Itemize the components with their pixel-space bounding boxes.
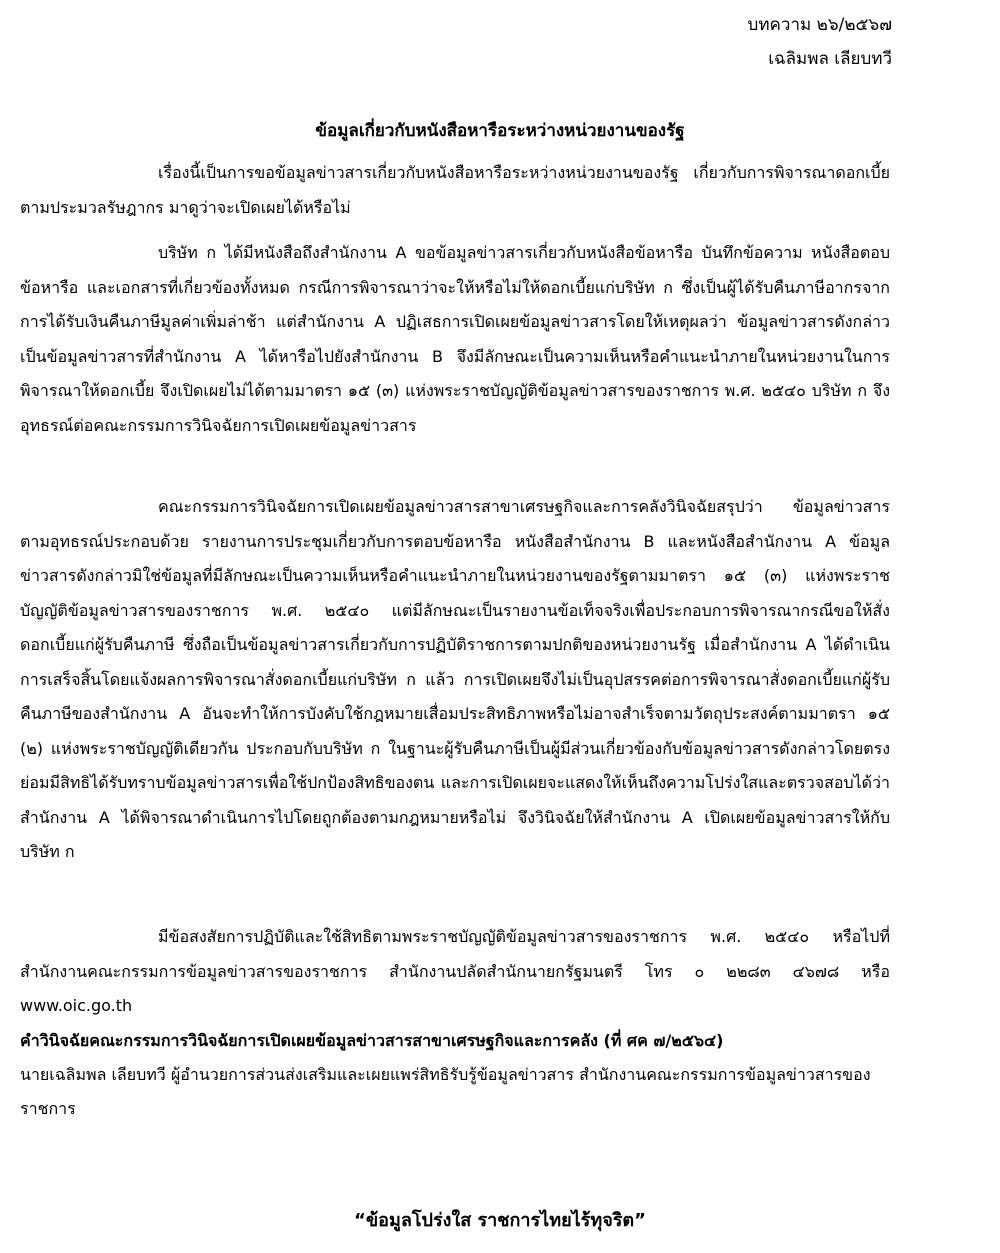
paragraph-contact-text: มีข้อสงสัยการปฏิบัติและใช้สิทธิตามพระราชบัญญัติข้อมูลข่าวสารของราชการ พ.ศ. ๒๕๔๐ หรือไปที่สำนักงานคณะกรรมการข้อมูลข่าวสารของราชการ สำนักงานปลัดสำนักนายกรัฐมนตรี โทร ๐ ๒๒๘๓ ๔๖๗๘ หรือ www.oic.go.th	[20, 927, 890, 1015]
author-credit: นายเฉลิมพล เลียบทวี ผู้อำนวยการส่วนส่งเสริมและเผยแพร่สิทธิรับรู้ข้อมูลข่าวสาร สำนักงานคณะกรรมการข้อมูลข่าวสารของราชการ	[20, 1065, 871, 1118]
document-title: ข้อมูลเกี่ยวกับหนังสือหารือระหว่างหน่วยงานของรัฐ	[315, 121, 685, 141]
paragraph-intro	[20, 156, 890, 225]
decision-reference: คำวินิจฉัยคณะกรรมการวินิจฉัยการเปิดเผยข้อมูลข่าวสารสาขาเศรษฐกิจและการคลัง (ที่ ศค ๗/๒๕๖๔)	[20, 1031, 724, 1050]
document-header	[748, 8, 892, 76]
paragraph-decision-text: คณะกรรมการวินิจฉัยการเปิดเผยข้อมูลข่าวสารสาขาเศรษฐกิจและการคลังวินิจฉัยสรุปว่า ข้อมูลข่าวสารตามอุทธรณ์ประกอบด้วย รายงานการประชุมเกี่ยวกับการตอบข้อหารือ หนังสือสำนักงาน B และหนังสือสำนักงาน A ข้อมูลข่าวสารดังกล่าวมิใช่ข้อมูลที่มีลักษณะเป็นความเห็นหรือคำแนะนำภายในหน่วยงานของรัฐตามมาตรา ๑๕ (๓) แห่งพระราชบัญญัติข้อมูลข่าวสารของราชการ พ.ศ. ๒๕๔๐ แต่มีลักษณะเป็นรายงานข้อเท็จจริงเพื่อประกอบการพิจารณากรณีขอให้สั่งดอกเบี้ยแก่ผู้รับคืนภาษี ซึ่งถือเป็นข้อมูลข่าวสารเกี่ยวกับการปฏิบัติราชการตามปกติของหน่วยงานรัฐ เมื่อสำนักงาน A ได้ดำเนินการเสร็จสิ้นโดยแจ้งผลการพิจารณาสั่งดอกเบี้ยแก่บริษัท ก แล้ว การเปิดเผยจึงไม่เป็นอุปสรรคต่อการพิจารณาสั่งดอกเบี้ยแก่ผู้รับคืนภาษีของสำนักงาน A อันจะทำให้การบังคับใช้กฎหมายเสื่อมประสิทธิภาพหรือไม่อาจสำเร็จตามวัตถุประสงค์ตามมาตรา ๑๕ (๒) แห่งพระราชบัญญัติเดียวกัน ประกอบกับบริษัท ก ในฐานะผู้รับคืนภาษีเป็นผู้มีส่วนเกี่ยวข้องกับข้อมูลข่าวสารดังกล่าวโดยตรง ย่อมมีสิทธิได้รับทราบข้อมูลข่าวสารเพื่อใช้ปกป้องสิทธิของตน และการเปิดเผยจะแสดงให้เห็นถึงความโปร่งใสและตรวจสอบได้ว่า สำนักงาน A ได้พิจารณาดำเนินการไปโดยถูกต้องตามกฎหมายหรือไม่ จึงวินิจฉัยให้สำนักงาน A เปิดเผยข้อมูลข่าวสารให้กับบริษัท ก	[20, 497, 890, 861]
paragraph-intro-text: เรื่องนี้เป็นการขอข้อมูลข่าวสารเกี่ยวกับหนังสือหารือระหว่างหน่วยงานของรัฐ เกี่ยวกับการพิจารณาดอกเบี้ยตามประมวลรัษฎากร มาดูว่าจะเปิดเผยได้หรือไม่	[20, 163, 890, 217]
article-number: บทความ ๒๖/๒๕๖๗	[747, 15, 892, 35]
paragraph-background-text: บริษัท ก ได้มีหนังสือถึงสำนักงาน A ขอข้อมูลข่าวสารเกี่ยวกับหนังสือข้อหารือ บันทึกข้อความ หนังสือตอบข้อหารือ และเอกสารที่เกี่ยวข้องทั้งหมด กรณีการพิจารณาว่าจะให้หรือไม่ให้ดอกเบี้ยแก่บริษัท ก ซึ่งเป็นผู้ได้รับคืนภาษีอากรจากการได้รับเงินคืนภาษีมูลค่าเพิ่มล่าช้า แต่สำนักงาน A ปฏิเสธการเปิดเผยข้อมูลข่าวสารโดยให้เหตุผลว่า ข้อมูลข่าวสารดังกล่าวเป็นข้อมูลข่าวสารที่สำนักงาน A ได้หารือไปยังสำนักงาน B จึงมีลักษณะเป็นความเห็นหรือคำแนะนำภายในหน่วยงานในการพิจารณาให้ดอกเบี้ย จึงเปิดเผยไม่ได้ตามมาตรา ๑๕ (๓) แห่งพระราชบัญญัติข้อมูลข่าวสารของราชการ พ.ศ. ๒๕๔๐ บริษัท ก จึงอุทธรณ์ต่อคณะกรรมการวินิจฉัยการเปิดเผยข้อมูลข่าวสาร	[20, 243, 890, 435]
paragraph-decision	[20, 490, 890, 870]
paragraph-background	[20, 236, 890, 443]
paragraph-contact	[20, 920, 890, 1024]
header-author: เฉลิมพล เลียบทวี	[768, 49, 892, 69]
slogan: “ข้อมูลโปร่งใส ราชการไทยไร้ทุจริต”	[354, 1210, 646, 1231]
